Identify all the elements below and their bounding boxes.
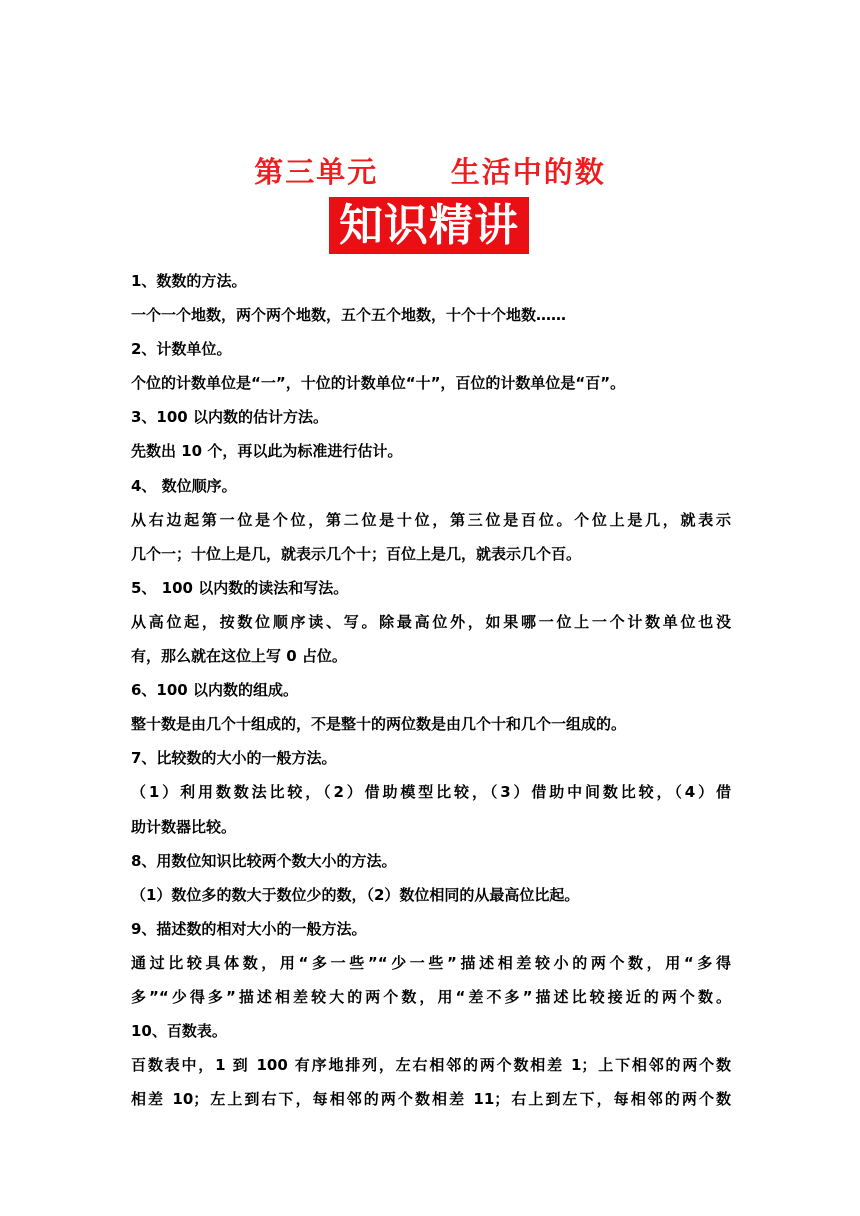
- section-heading: 5、 100 以内数的读法和写法。: [131, 578, 349, 597]
- section-heading: 7、比较数的大小的一般方法。: [131, 749, 337, 768]
- section-text: 先数出 10 个，再以此为标准进行估计。: [131, 442, 403, 461]
- knowledge-banner: 知识精讲: [329, 197, 529, 254]
- unit-title: 第三单元 生活中的数: [254, 155, 606, 189]
- section-heading: 4、 数位顺序。: [131, 476, 237, 495]
- section-text: 通过比较具体数，用“多一些”“少一些”描述相差较小的两个数，用“多得: [131, 953, 731, 972]
- section-text: 个位的计数单位是“一”，十位的计数单位“十”，百位的计数单位是“百”。: [131, 374, 626, 393]
- section-heading: 1、数数的方法。: [131, 272, 247, 290]
- notes-content: [131, 264, 731, 1116]
- section-text: 从高位起，按数位顺序读、写。除最高位外，如果哪一位上一个计数单位也没: [131, 612, 731, 631]
- section-text: 几个一；十位上是几，就表示几个十；百位上是几，就表示几个百。: [131, 544, 582, 563]
- section-text: 百数表中，1 到 100 有序地排列，左右相邻的两个数相差 1；上下相邻的两个数: [131, 1056, 731, 1075]
- section-heading: 8、用数位知识比较两个数大小的方法。: [131, 851, 397, 870]
- section-text: 一个一个地数，两个两个地数，五个五个地数，十个十个地数……: [131, 306, 567, 325]
- section-heading: 6、100 以内数的组成。: [131, 681, 298, 700]
- section-text: （1）数位多的数大于数位少的数，（2）数位相同的从最高位比起。: [131, 885, 580, 904]
- section-text: （1）利用数数法比较，（2）借助模型比较，（3）借助中间数比较，（4）借: [131, 783, 731, 802]
- section-text: 有，那么就在这位上写 0 占位。: [131, 647, 347, 666]
- section-text: 助计数器比较。: [131, 817, 237, 836]
- section-text: 相差 10；左上到右下，每相邻的两个数相差 11；右上到左下，每相邻的两个数: [131, 1090, 731, 1109]
- section-heading: 3、100 以内数的估计方法。: [131, 408, 328, 427]
- section-heading: 10、百数表。: [131, 1022, 227, 1041]
- section-text: 多”“少得多”描述相差较大的两个数，用“差不多”描述比较接近的两个数。: [131, 987, 731, 1006]
- section-heading: 9、描述数的相对大小的一般方法。: [131, 919, 367, 938]
- section-heading: 2、计数单位。: [131, 340, 232, 359]
- section-text: 从右边起第一位是个位，第二位是十位，第三位是百位。个位上是几，就表示: [131, 510, 731, 529]
- section-text: 整十数是由几个十组成的，不是整十的两位数是由几个十和几个一组成的。: [131, 715, 627, 734]
